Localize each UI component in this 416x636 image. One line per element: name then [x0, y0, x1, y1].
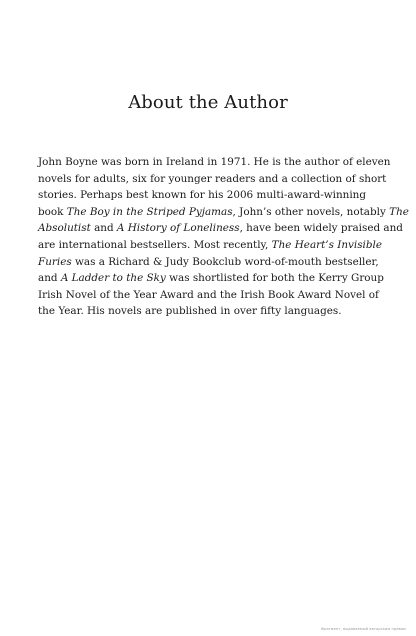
book-title: Furies	[38, 255, 72, 268]
bio-line	[38, 256, 379, 268]
bio-text: was a Richard & Judy Bookclub word-of-mouth bestseller,	[71, 255, 379, 268]
bio-line: stories. Perhaps best known for his 2006 multi-award-winning	[38, 189, 367, 202]
bio-line: the Year. His novels are published in over fifty languages.	[38, 305, 342, 318]
bio-line: John Boyne was born in Ireland in 1971. He is the author of eleven	[38, 156, 391, 168]
book-title: Absolutist	[38, 222, 91, 235]
bio-line: novels for adults, six for younger readers and a collection of short	[38, 172, 387, 185]
book-title: A Ladder to the Sky	[60, 272, 166, 285]
author-bio	[38, 154, 409, 320]
book-title: The Boy in the Striped Pyjamas	[66, 205, 233, 218]
bio-text: book	[38, 205, 67, 218]
bio-text: , John’s other novels, notably	[232, 205, 390, 218]
bio-text: are international bestsellers. Most recently,	[38, 238, 272, 251]
bio-line	[38, 222, 403, 234]
book-title: The Heart’s Invisible	[271, 238, 382, 251]
book-title: A History of Loneliness	[116, 222, 240, 235]
page-title: About the Author	[128, 92, 288, 113]
bio-line	[38, 272, 384, 284]
watermark: Фрагмент, выдаваемый авторским правом	[320, 627, 406, 631]
bio-line: Irish Novel of the Year Award and the Irish Book Award Novel of	[38, 288, 379, 301]
bio-line	[38, 206, 409, 218]
bio-line	[38, 239, 382, 251]
bio-text: , have been widely praised and	[239, 222, 403, 235]
book-title: The	[389, 205, 409, 218]
bio-text: and	[38, 272, 61, 285]
bio-text: and	[90, 222, 117, 235]
bio-text: was shortlisted for both the Kerry Group	[165, 272, 384, 285]
